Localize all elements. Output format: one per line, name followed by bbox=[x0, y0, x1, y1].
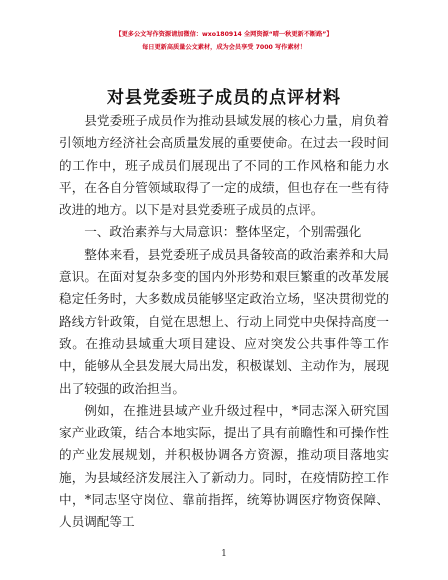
document-body bbox=[59, 110, 389, 534]
intro-paragraph: 县党委班子成员作为推动县域发展的核心力量，肩负着引领地方经济社会高质量发展的重要使命。在过去一段时间的工作中，班子成员们展现出了不同的工作风格和能力水平，在各自分管领域取得了一定的成绩，但也存在一些有待改进的地方。以下是对县党委班子成员的点评。 bbox=[59, 113, 389, 218]
section-heading: 一、政治素养与大局意识：整体坚定，个别需强化 bbox=[84, 224, 362, 240]
body-paragraph: 例如，在推进县域产业升级过程中，*同志深入研究国家产业政策，结合本地实际，提出了具有前瞻性和可操作性的产业发展规划，并积极协调各方资源，推动项目落地实施，为县域经济发展注入了新动力。同时，在疫情防控工作中，*同志坚守岗位、靠前指挥，统筹协调医疗物资保障、人员调配等工 bbox=[59, 402, 389, 530]
body-paragraph: 整体来看，县党委班子成员具备较高的政治素养和大局意识。在面对复杂多变的国内外形势和艰巨繁重的改革发展稳定任务时，大多数成员能够坚定政治立场，坚决贯彻党的路线方针政策，自觉在思想上、行动上同党中央保持高度一致。在推动县域重大项目建设、应对突发公共事件等工作中，能够从全县发展大局出发，积极谋划、主动作为，展现出了较强的政治担当。 bbox=[59, 246, 389, 396]
promo-banner-line-2: 每日更新高质量公文素材，成为会员享受 7000 写作素材！ bbox=[142, 44, 306, 51]
promo-banner-line-1: 【更多公文写作资源请加微信：wxo180914 全网资源“晴一秋更新不断路”】 bbox=[115, 31, 333, 38]
document-title: 对县党委班子成员的点评材料 bbox=[107, 88, 341, 108]
page-number: 1 bbox=[221, 549, 227, 559]
